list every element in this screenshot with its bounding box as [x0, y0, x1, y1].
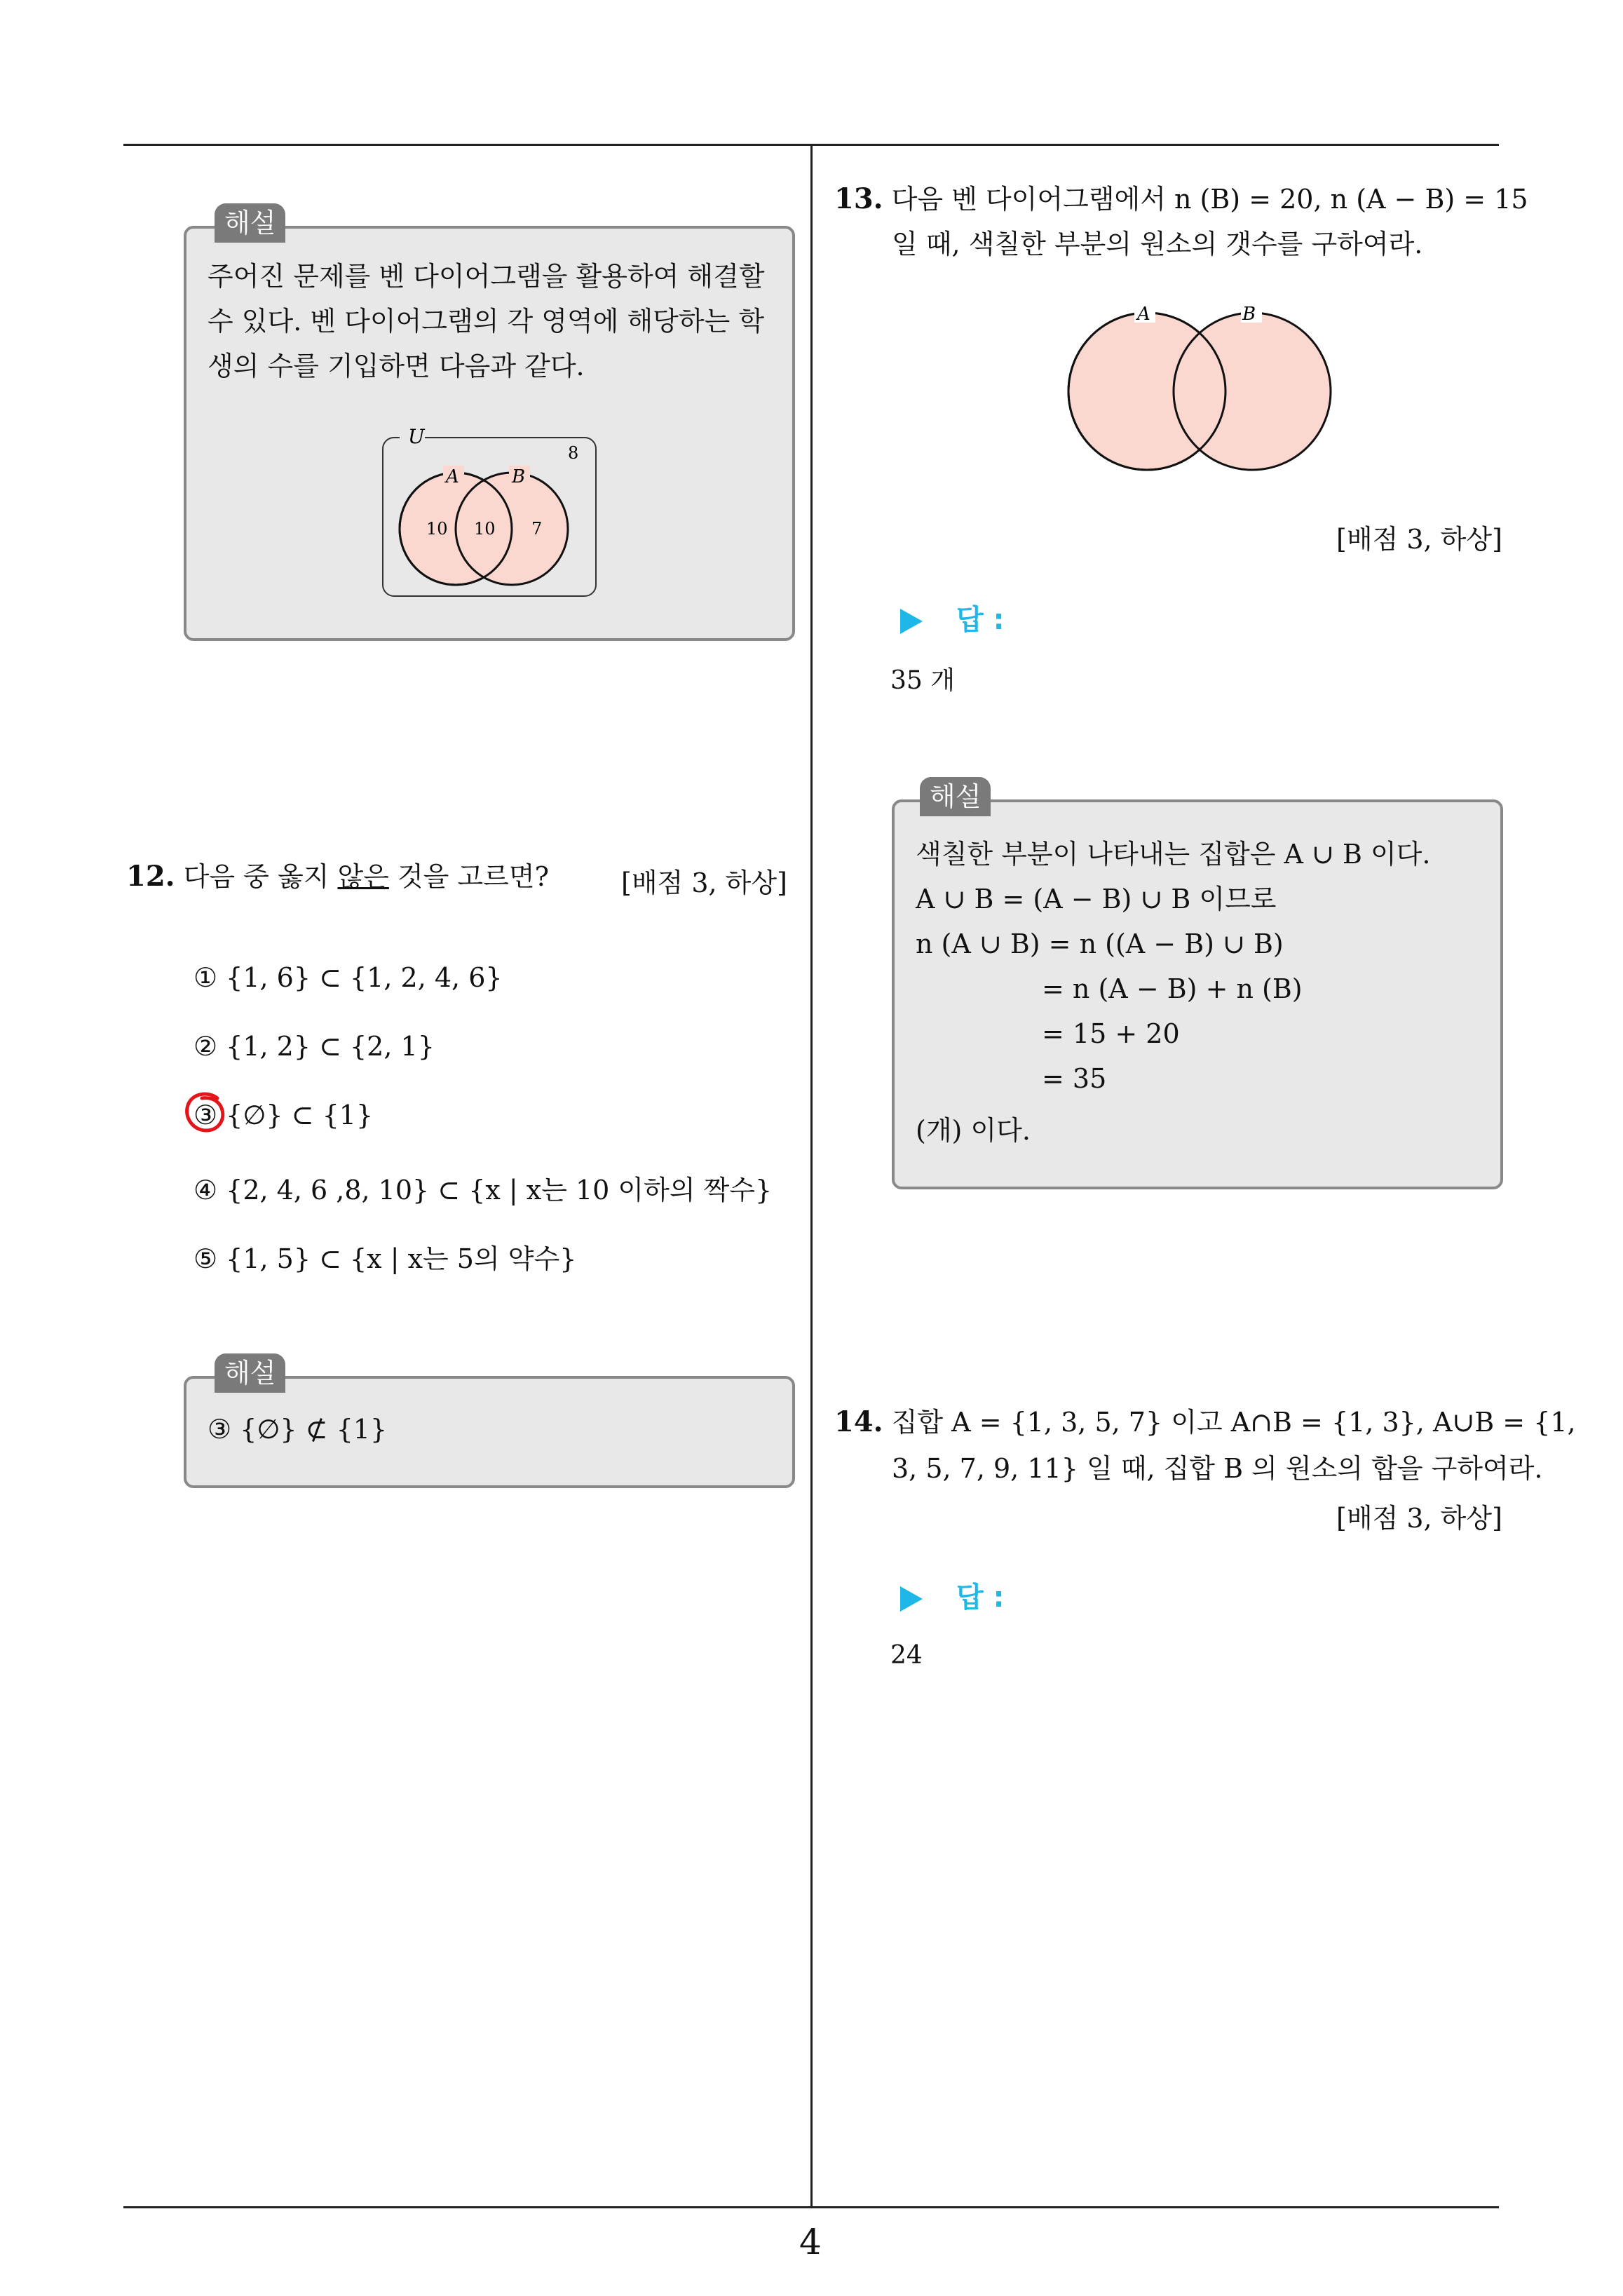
- solution-1-line-2: 수 있다. 벤 다이어그램의 각 영역에 해당하는 학: [208, 306, 765, 337]
- venn-diagram-2: [1059, 297, 1339, 477]
- venn-1-label-b: B: [512, 466, 526, 487]
- question-14-text-2: 3, 5, 7, 9, 11} 일 때, 집합 B 의 원소의 합을 구하여라.: [892, 1453, 1543, 1484]
- answer-arrow-icon: [900, 1586, 923, 1612]
- venn-1-both: 10: [474, 519, 496, 539]
- question-13-answer-heading: [900, 597, 1005, 637]
- solution-1-line-1: 주어진 문제를 벤 다이어그램을 활용하여 해결할: [208, 261, 765, 292]
- solution-2-line: ③ {∅} ⊄ {1}: [208, 1414, 388, 1445]
- venn-1-outside-count: 8: [568, 443, 579, 463]
- venn-1-b-only: 7: [531, 519, 543, 539]
- solution-3-line-2: A ∪ B = (A − B) ∪ B 이므로: [916, 884, 1277, 914]
- q12-choice-1[interactable]: ① {1, 6} ⊂ {1, 2, 4, 6}: [193, 962, 503, 993]
- solution-3-line-5: = 15 + 20: [1042, 1018, 1180, 1049]
- venn-2-label-a: A: [1137, 304, 1150, 325]
- solution-1-text: [208, 254, 765, 389]
- answer-circle-mark: [181, 1088, 230, 1137]
- solution-tag-3: 해설: [920, 777, 991, 816]
- solution-3-line-4: = n (A − B) + n (B): [1042, 973, 1303, 1004]
- question-13-score: [배점 3, 하상]: [1336, 524, 1502, 555]
- question-13-answer: 35 개: [890, 666, 956, 695]
- bottom-rule: [123, 2206, 1499, 2208]
- question-12-text-post: 것을 고르면?: [388, 861, 549, 892]
- question-14-text-1: 집합 A = {1, 3, 5, 7} 이고 A∩B = {1, 3}, A∪B = {1,: [891, 1407, 1576, 1438]
- answer-arrow-icon: [900, 609, 923, 634]
- solution-3-line-1: 색칠한 부분이 나타내는 집합은 A ∪ B 이다.: [916, 839, 1431, 870]
- question-14-score: [배점 3, 하상]: [1336, 1503, 1502, 1534]
- q12-choice-3[interactable]: ③ {∅} ⊂ {1}: [193, 1100, 374, 1130]
- question-14-answer-heading: [900, 1575, 1005, 1615]
- question-12-text-pre: 다음 중 옳지: [183, 861, 338, 892]
- question-14-answer-label: 답 :: [956, 1581, 1005, 1614]
- solution-3-line-6: = 35: [1042, 1063, 1107, 1094]
- q12-choice-2[interactable]: ② {1, 2} ⊂ {2, 1}: [193, 1031, 435, 1062]
- question-14-number: 14.: [834, 1405, 883, 1438]
- venn-diagram-1: [379, 424, 603, 603]
- page-number: 4: [799, 2222, 822, 2262]
- question-13-line-1: [834, 177, 1528, 222]
- question-14-answer: 24: [890, 1641, 923, 1670]
- question-13-answer-label: 답 :: [956, 604, 1005, 636]
- question-13-text-1: 다음 벤 다이어그램에서 n (B) = 20, n (A − B) = 15: [891, 184, 1528, 215]
- column-divider: [810, 144, 813, 2206]
- venn-1-a-only: 10: [426, 519, 448, 539]
- question-12: [126, 854, 549, 899]
- solution-tag-2: 해설: [215, 1353, 285, 1393]
- question-13-text-2: 일 때, 색칠한 부분의 원소의 갯수를 구하여라.: [892, 229, 1423, 259]
- question-12-text-underlined: 않은: [337, 861, 389, 892]
- question-13-number: 13.: [834, 182, 883, 215]
- question-12-score: [배점 3, 하상]: [621, 867, 787, 898]
- venn-1-label-a: A: [446, 466, 459, 487]
- venn-1-universe-label: U: [408, 425, 425, 448]
- q12-choice-4[interactable]: ④ {2, 4, 6 ,8, 10} ⊂ {x | x는 10 이하의 짝수}: [193, 1175, 773, 1206]
- solution-tag-1: 해설: [215, 203, 285, 243]
- solution-1-line-3: 생의 수를 기입하면 다음과 같다.: [208, 351, 585, 381]
- venn-2-label-b: B: [1242, 304, 1256, 325]
- q12-choice-5[interactable]: ⑤ {1, 5} ⊂ {x | x는 5의 약수}: [193, 1243, 577, 1274]
- question-14-line-1: [834, 1400, 1576, 1445]
- solution-3-line-7: (개) 이다.: [916, 1115, 1031, 1146]
- solution-3-line-3: n (A ∪ B) = n ((A − B) ∪ B): [916, 928, 1284, 959]
- question-12-number: 12.: [126, 860, 175, 893]
